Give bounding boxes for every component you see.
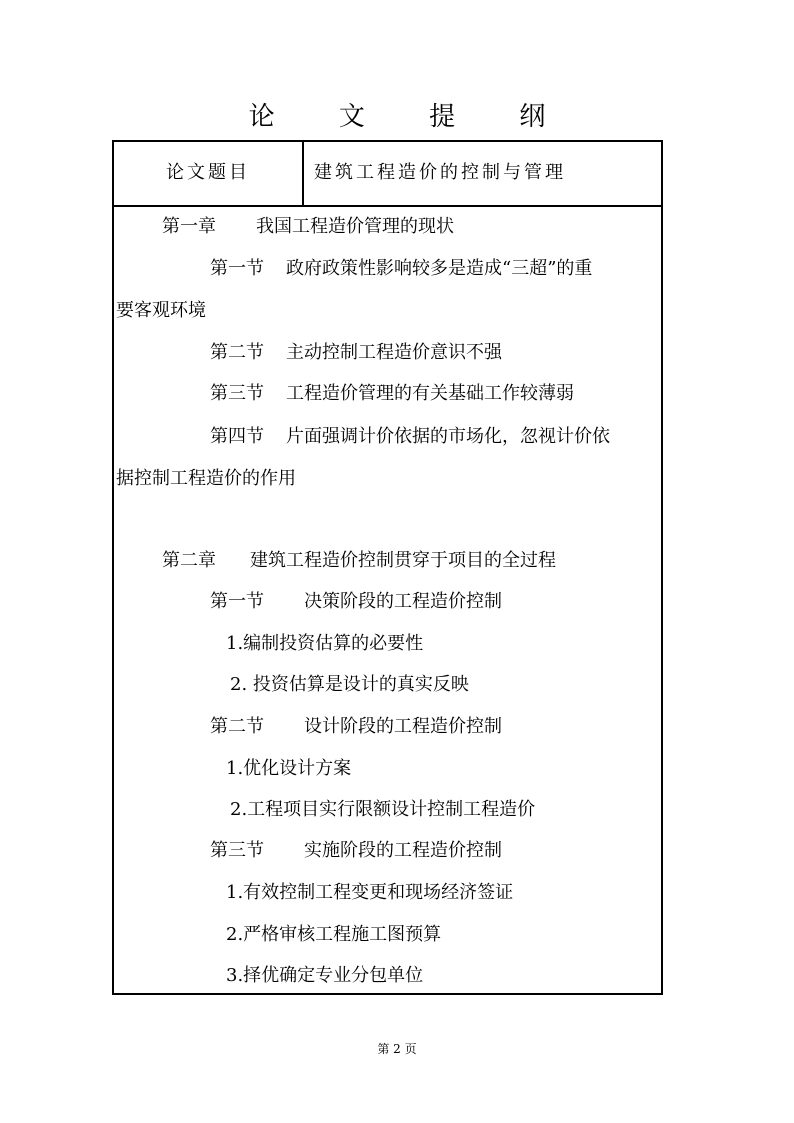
section-title: 片面强调计价依据的市场化，忽视计价依	[286, 426, 610, 447]
section-title: 政府政策性影响较多是造成“三超”的重	[286, 258, 593, 279]
section-2-1	[210, 590, 502, 614]
section-1-1	[210, 257, 592, 281]
item-2-3-1: 1.有效控制工程变更和现场经济签证	[226, 882, 514, 903]
item-2-3-3: 3.择优确定专业分包单位	[226, 965, 424, 986]
section-number: 第二节	[210, 342, 264, 363]
section-number: 第二节	[210, 716, 264, 737]
section-2-3	[210, 839, 502, 863]
section-title: 设计阶段的工程造价控制	[304, 716, 502, 737]
item-2-3-2: 2.严格审核工程施工图预算	[226, 924, 442, 945]
chapter-title: 建筑工程造价控制贯穿于项目的全过程	[250, 550, 556, 571]
section-1-1-continuation: 要客观环境	[116, 300, 206, 321]
page-number: 第 2 页	[377, 1042, 417, 1056]
thesis-title-label: 论文题目	[166, 162, 250, 183]
outline-table	[112, 140, 663, 995]
item-2-1-2: 2. 投资估算是设计的真实反映	[230, 674, 469, 695]
chapter-title: 我国工程造价管理的现状	[256, 216, 454, 237]
chapter-number: 第二章	[162, 550, 216, 571]
section-number: 第三节	[210, 383, 264, 404]
section-1-4	[210, 425, 610, 449]
thesis-title-value: 建筑工程造价的控制与管理	[314, 162, 566, 183]
column-divider	[302, 142, 304, 205]
chapter-1-heading	[162, 215, 454, 239]
chapter-2-heading	[162, 549, 556, 573]
section-title: 实施阶段的工程造价控制	[304, 840, 502, 861]
chapter-number: 第一章	[162, 216, 216, 237]
section-number: 第一节	[210, 258, 264, 279]
thesis-title-row	[114, 142, 661, 207]
section-1-4-continuation: 据控制工程造价的作用	[116, 468, 296, 489]
section-1-3	[210, 382, 574, 406]
section-2-2	[210, 715, 502, 739]
section-title: 决策阶段的工程造价控制	[304, 591, 502, 612]
section-number: 第一节	[210, 591, 264, 612]
section-number: 第四节	[210, 426, 264, 447]
section-1-2	[210, 341, 502, 365]
section-title: 工程造价管理的有关基础工作较薄弱	[286, 383, 574, 404]
item-2-1-1: 1.编制投资估算的必要性	[226, 633, 424, 654]
item-2-2-2: 2.工程项目实行限额设计控制工程造价	[230, 799, 536, 820]
item-2-2-1: 1.优化设计方案	[226, 758, 352, 779]
section-title: 主动控制工程造价意识不强	[286, 342, 502, 363]
section-number: 第三节	[210, 840, 264, 861]
document-title: 论 文 提 纲	[248, 102, 574, 132]
